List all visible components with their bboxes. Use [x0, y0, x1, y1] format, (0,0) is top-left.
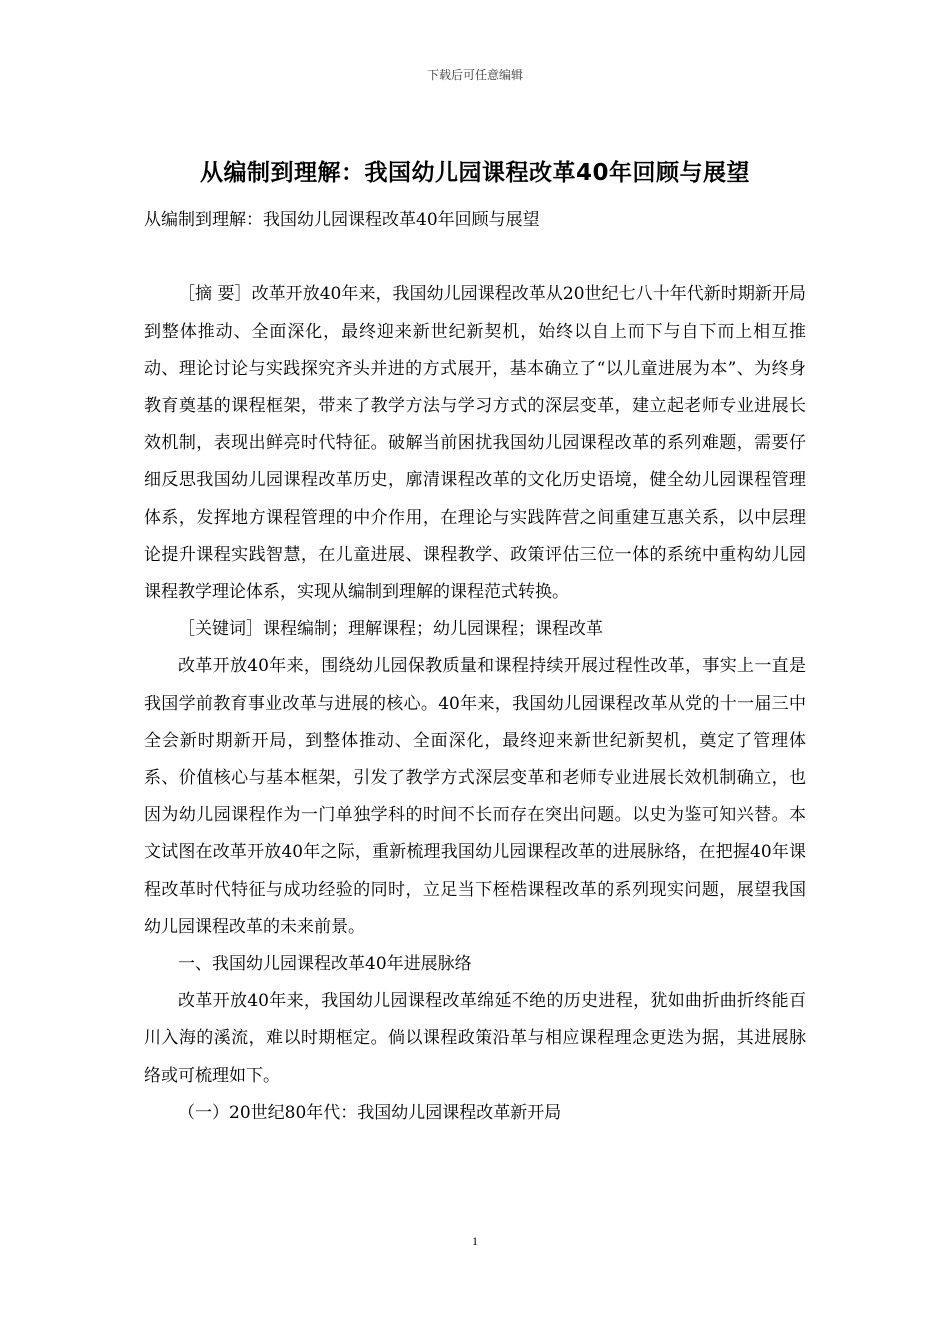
document-subtitle: 从编制到理解：我国幼儿园课程改革40年回顾与展望: [144, 210, 540, 230]
section-heading: 一、我国幼儿园课程改革40年进展脉络: [178, 954, 472, 975]
document-title: 从编制到理解：我国幼儿园课程改革40年回顾与展望: [199, 160, 750, 186]
header-note: 下载后可任意编辑: [426, 68, 523, 82]
document-body: [144, 202, 806, 1132]
subsection-heading: （一）20世纪80年代：我国幼儿园课程改革新开局: [178, 1102, 562, 1123]
section-paragraph: 改革开放40年来，我国幼儿园课程改革绵延不绝的历史进程，犹如曲折曲折终能百川入海的溪流，难以时期框定。倘以课程政策沿革与相应课程理念更迭为据，其进展脉络或可梳理如下。: [144, 991, 806, 1086]
abstract-paragraph: ［摘 要］改革开放40年来，我国幼儿园课程改革从20世纪七八十年代新时期新开局到整体推动、全面深化，最终迎来新世纪新契机，始终以自上而下与自下而上相互推动、理论讨论与实践探究齐头并进的方式展开，基本确立了“以儿童进展为本”、为终身教育奠基的课程框架，带来了教学方法与学习方式的深层变革，建立起老师专业进展长效机制，表现出鲜亮时代特征。破解当前困扰我国幼儿园课程改革的系列难题，需要仔细反思我国幼儿园课程改革历史，廓清课程改革的文化历史语境，健全幼儿园课程管理体系，发挥地方课程管理的中介作用，在理论与实践阵营之间重建互惠关系，以中层理论提升课程实践智慧，在儿童进展、课程教学、政策评估三位一体的系统中重构幼儿园课程教学理论体系，实现从编制到理解的课程范式转换。: [144, 284, 806, 603]
page-number: 1: [472, 1234, 478, 1248]
blank-line: [144, 239, 806, 276]
keywords-paragraph: ［关键词］课程编制；理解课程；幼儿园课程；课程改革: [178, 619, 603, 640]
intro-paragraph: 改革开放40年来，围绕幼儿园保教质量和课程持续开展过程性改革，事实上一直是我国学前教育事业改革与进展的核心。40年来，我国幼儿园课程改革从党的十一届三中全会新时期新开局，到整体推动、全面深化，最终迎来新世纪新契机，奠定了管理体系、价值核心与基本框架，引发了教学方式深层变革和老师专业进展长效机制确立，也因为幼儿园课程作为一门单独学科的时间不长而存在突出问题。以史为鉴可知兴替。本文试图在改革开放40年之际，重新梳理我国幼儿园课程改革的进展脉络，在把握40年课程改革时代特征与成功经验的同时，立足当下桎梏课程改革的系列现实问题，展望我国幼儿园课程改革的未来前景。: [144, 656, 806, 937]
